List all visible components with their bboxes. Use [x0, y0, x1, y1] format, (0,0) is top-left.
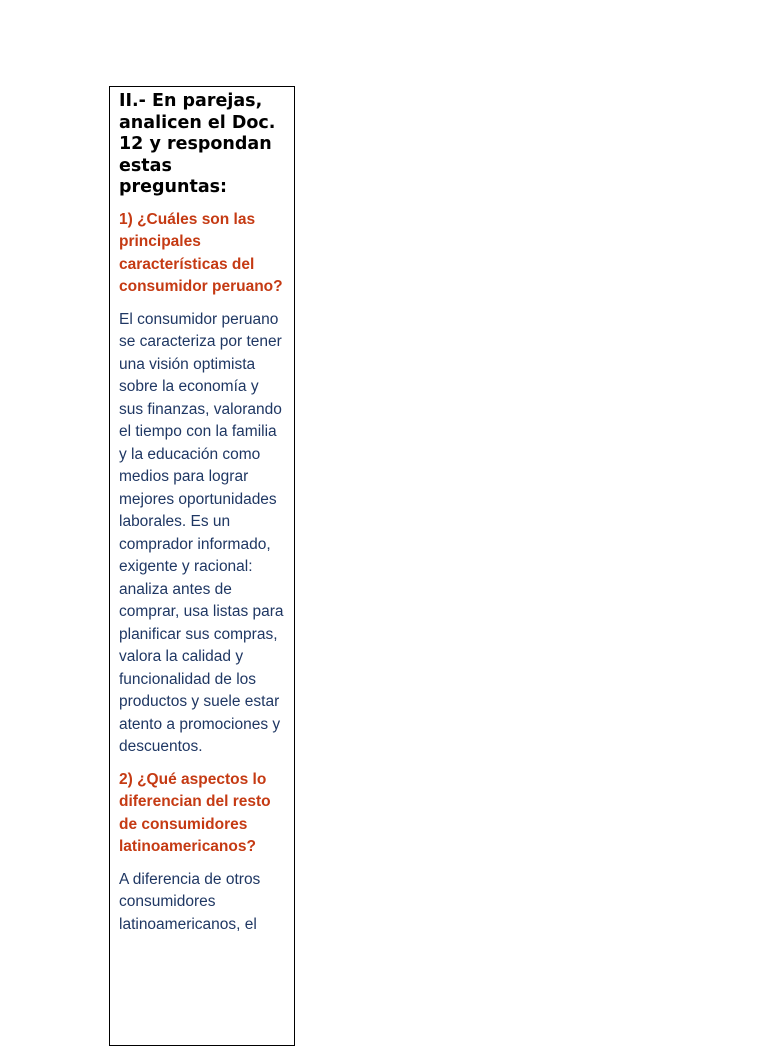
question-2: 2) ¿Qué aspectos lo diferencian del resto de consumidores latinoamericanos? [119, 770, 271, 855]
answer-1: El consumidor peruano se caracteriza por tener una visión optimista sobre la economía y sus finanzas, valorando el tiempo con la familia y la educación como medios para lograr mejores oportunidades laborales. Es un comprador informado, exigente y racional: analiza antes de comprar, usa listas para planificar sus compras, valora la calidad y funcionalidad de los productos y suele estar atento a promociones y descuentos. [119, 310, 284, 755]
answer-2: A diferencia de otros consumidores latinoamericanos, el [119, 870, 261, 933]
activity-heading: II.- En parejas, analicen el Doc. 12 y respondan estas preguntas: [119, 91, 276, 197]
question-1: 1) ¿Cuáles son las principales características del consumidor peruano? [119, 210, 283, 295]
activity-table-cell [109, 86, 295, 1046]
